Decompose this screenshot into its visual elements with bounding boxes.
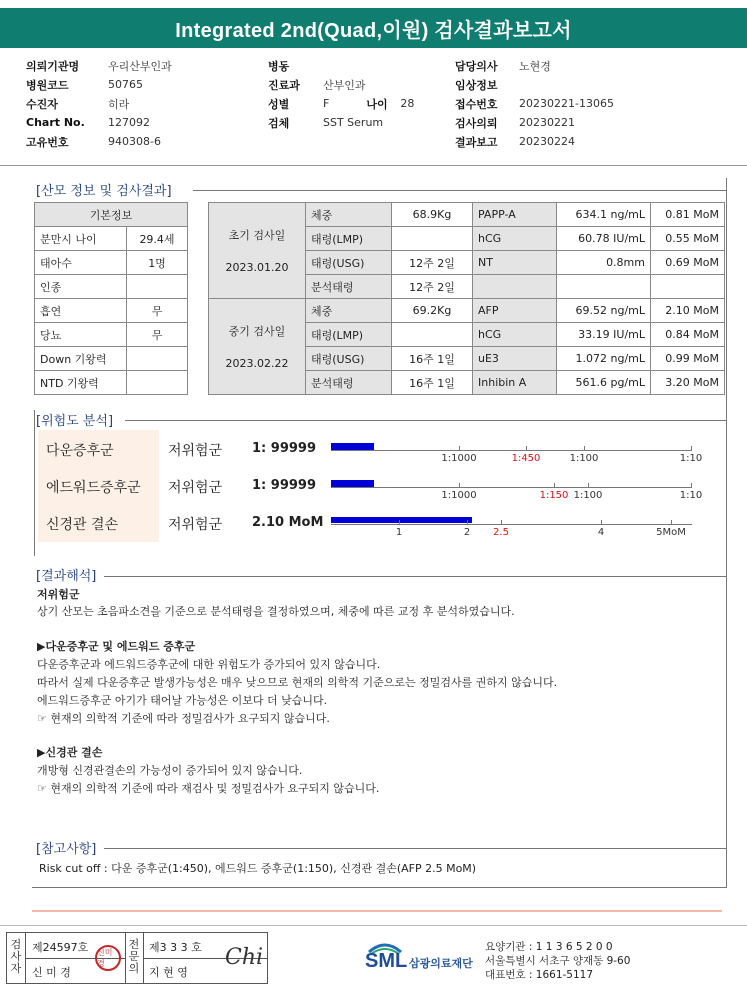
risk-grade: 저위험군 (168, 443, 223, 459)
logo-text: SML (365, 950, 408, 972)
header-field-row (26, 94, 172, 113)
specialist-signature: Chi (225, 945, 264, 970)
footer-line: 대표번호 : 1661-5117 (485, 969, 594, 981)
ntd-line: 개방형 신경관결손의 가능성이 증가되어 있지 않습니다. (37, 764, 303, 777)
risk-value: 1: 99999 (252, 441, 316, 456)
marker-result (557, 275, 651, 299)
marker-mom: 0.55 MoM (651, 227, 725, 251)
exam-date-cell (209, 299, 306, 395)
risk-axis (331, 487, 692, 488)
exam-results-table (208, 202, 725, 395)
marker-name: hCG (473, 227, 557, 251)
basic-info-row (35, 275, 188, 299)
marker-mom: 0.99 MoM (651, 347, 725, 371)
basic-info-value (127, 275, 188, 299)
down-edwards-heading: ▶다운증후군 및 에드워드 증후군 (37, 640, 196, 653)
risk-tick (671, 520, 672, 525)
risk-tick (588, 483, 589, 488)
marker-name (473, 275, 557, 299)
exam-row (209, 203, 725, 227)
age-label: 나이 (366, 97, 388, 111)
marker-result: 0.8mm (557, 251, 651, 275)
header-field-value: 20230224 (519, 135, 575, 148)
risk-bar (331, 443, 374, 450)
basic-info-label: Down 기왕력 (35, 347, 127, 371)
header-field-value: 20230221 (519, 116, 575, 129)
exam-item: 태령(LMP) (306, 323, 392, 347)
exam-item: 태령(LMP) (306, 227, 392, 251)
exam-item-value: 12주 2일 (392, 251, 473, 275)
risk-tick (399, 520, 400, 525)
risk-box-left (34, 410, 35, 556)
header-field-value: 우리산부인과 (108, 59, 172, 73)
exam-item-value (392, 227, 473, 251)
basic-info-row (35, 371, 188, 395)
header-field-value: SST Serum (323, 116, 384, 129)
header-field-label: 성별 (268, 97, 290, 111)
risk-tick (691, 483, 692, 488)
exam-item-value (392, 323, 473, 347)
section-info-line (193, 190, 726, 191)
exam-item-value: 12주 2일 (392, 275, 473, 299)
basic-info-header: 기본정보 (35, 203, 188, 227)
risk-tick-label: 1:10 (679, 490, 703, 501)
basic-info-row (35, 251, 188, 275)
risk-tick (584, 446, 585, 451)
risk-name: 신경관 결손 (46, 517, 119, 533)
exam-item: 체중 (306, 203, 392, 227)
exam-item-value: 69.2Kg (392, 299, 473, 323)
header-field-label: 접수번호 (455, 97, 498, 111)
basic-info-value: 무 (127, 323, 188, 347)
basic-info-value: 29.4세 (127, 227, 188, 251)
risk-tick-label: 2.5 (493, 527, 509, 538)
marker-result: 33.19 IU/mL (557, 323, 651, 347)
risk-name: 에드워드증후군 (46, 480, 141, 496)
header-field-label: 임상정보 (455, 78, 498, 92)
footer-accent-line (32, 910, 722, 912)
header-field-row (455, 94, 614, 113)
exam-item-value: 16주 1일 (392, 347, 473, 371)
company-logo (365, 940, 473, 979)
header-field-label: 의뢰기관명 (26, 59, 80, 73)
ntd-heading: ▶신경관 결손 (37, 746, 103, 759)
marker-mom (651, 275, 725, 299)
exam-date-cell (209, 203, 306, 299)
risk-tick-label: 1:10 (679, 453, 703, 464)
marker-result: 1.072 ng/mL (557, 347, 651, 371)
risk-tick (467, 520, 468, 525)
basic-info-label: 태아수 (35, 251, 127, 275)
header-field-label: 병원코드 (26, 78, 69, 92)
footer-line: 서울특별시 서초구 양재동 9-60 (485, 955, 631, 967)
exam-item: 태령(USG) (306, 251, 392, 275)
header-field-value: 50765 (108, 78, 143, 91)
marker-result: 561.6 pg/mL (557, 371, 651, 395)
risk-axis (331, 524, 692, 525)
basic-info-row (35, 299, 188, 323)
specialist-license: 제3 3 3 호 (149, 941, 202, 954)
basic-info-row (35, 227, 188, 251)
down-edwards-line: 따라서 실제 다운증후군 발생가능성은 매우 낮으므로 현재의 의학적 기준으로는 정밀검사를 권하지 않습니다. (37, 676, 558, 689)
header-field-label: 수진자 (26, 97, 58, 111)
header-field-label: 담당의사 (455, 59, 498, 73)
tester-seal: 신미경 (95, 945, 121, 971)
specialist-label: 전문의 (128, 938, 140, 975)
header-divider (0, 165, 747, 166)
risk-tick-label: 1:100 (573, 490, 603, 501)
risk-bar (331, 480, 374, 487)
marker-mom: 0.69 MoM (651, 251, 725, 275)
risk-tick (554, 483, 555, 488)
basic-info-value: 1명 (127, 251, 188, 275)
reference-title: [참고사항] (36, 838, 98, 857)
reference-line (104, 848, 726, 849)
risk-grade: 저위험군 (168, 517, 223, 533)
marker-result: 69.52 ng/mL (557, 299, 651, 323)
header-field-row (268, 56, 414, 75)
tester-license: 제24597호 (32, 941, 89, 954)
header-field-label: 결과보고 (455, 135, 498, 149)
header-field-label: 진료과 (268, 78, 300, 92)
section-info-title: [산모 정보 및 검사결과] (36, 180, 174, 199)
exam-name: 중기 검사일 (228, 325, 286, 338)
header-field-row (268, 75, 414, 94)
header-field-value: 127092 (108, 116, 150, 129)
marker-name: Inhibin A (473, 371, 557, 395)
header-field-value: 노현경 (519, 59, 551, 73)
header-field-value: 산부인과 (323, 78, 366, 92)
marker-name: AFP (473, 299, 557, 323)
risk-name: 다운증후군 (46, 443, 114, 459)
header-field-label: 병동 (268, 59, 290, 73)
marker-mom: 0.84 MoM (651, 323, 725, 347)
header-field-row (26, 113, 172, 132)
marker-mom: 3.20 MoM (651, 371, 725, 395)
down-edwards-line: 에드워드증후군 아기가 태어날 가능성은 이보다 더 낮습니다. (37, 694, 328, 707)
exam-item: 체중 (306, 299, 392, 323)
tester-label: 검사자 (10, 938, 22, 975)
risk-tick (459, 446, 460, 451)
basic-info-value: 무 (127, 299, 188, 323)
header-field-row (26, 75, 172, 94)
risk-section-line (125, 420, 726, 421)
risk-value: 2.10 MoM (252, 515, 324, 530)
risk-bar (331, 517, 472, 523)
basic-info-label: 인종 (35, 275, 127, 299)
risk-tick (691, 446, 692, 451)
marker-name: uE3 (473, 347, 557, 371)
basic-info-label: 분만시 나이 (35, 227, 127, 251)
header-field-row (268, 113, 414, 132)
marker-result: 634.1 ng/mL (557, 203, 651, 227)
header-field-label: 검사의뢰 (455, 116, 498, 130)
interpretation-title: [결과해석] (36, 565, 98, 584)
ntd-line: ☞ 현재의 의학적 기준에 따라 재검사 및 정밀검사가 요구되지 않습니다. (37, 782, 380, 795)
risk-tick-label: 1:1000 (441, 453, 477, 464)
down-edwards-line: ☞ 현재의 의학적 기준에 따라 정밀검사가 요구되지 않습니다. (37, 712, 330, 725)
basic-info-label: 흡연 (35, 299, 127, 323)
basic-info-label: NTD 기왕력 (35, 371, 127, 395)
report-title: Integrated 2nd(Quad,이원) 검사결과보고서 (0, 8, 747, 48)
exam-item-value: 68.9Kg (392, 203, 473, 227)
header-field-row (268, 94, 414, 113)
exam-item: 분석태령 (306, 371, 392, 395)
basic-info-table (34, 202, 188, 395)
risk-tick-label: 1:450 (511, 453, 541, 464)
basic-info-value (127, 347, 188, 371)
risk-tick (501, 520, 502, 525)
interpretation-grade: 저위험군 (37, 588, 80, 601)
footer-divider (0, 925, 747, 926)
risk-axis (331, 450, 692, 451)
header-field-row (455, 56, 614, 75)
header-field-row (455, 113, 614, 132)
company-name: 삼광의료재단 (409, 957, 473, 970)
down-edwards-line: 다운증후군과 에드워드증후군에 대한 위험도가 증가되어 있지 않습니다. (37, 658, 381, 671)
marker-mom: 2.10 MoM (651, 299, 725, 323)
header-field-row (26, 56, 172, 75)
header-col-3 (455, 56, 614, 151)
header-col-1 (26, 56, 172, 151)
reference-text: Risk cut off : 다운 증후군(1:450), 에드워드 증후군(1:150), 신경관 결손(AFP 2.5 MoM) (39, 862, 477, 875)
header-field-label: Chart No. (26, 116, 85, 129)
exam-date: 2023.02.22 (225, 357, 289, 370)
marker-name: hCG (473, 323, 557, 347)
exam-item: 태령(USG) (306, 347, 392, 371)
basic-info-label: 당뇨 (35, 323, 127, 347)
header-field-row (455, 75, 614, 94)
exam-name: 초기 검사일 (228, 229, 286, 242)
footer-line: 요양기관 : 1 1 3 6 5 2 0 0 (485, 941, 613, 953)
marker-name: NT (473, 251, 557, 275)
header-field-label: 검체 (268, 116, 290, 130)
risk-tick-label: 1:1000 (441, 490, 477, 501)
basic-info-row (35, 323, 188, 347)
risk-tick (601, 520, 602, 525)
risk-value: 1: 99999 (252, 478, 316, 493)
age-value: 28 (400, 97, 415, 110)
header-col-2 (268, 56, 414, 132)
exam-row (209, 299, 725, 323)
risk-section-title: [위험도 분석] (36, 410, 115, 429)
header-field-value: 940308-6 (108, 135, 161, 148)
header-field-row (455, 132, 614, 151)
exam-date: 2023.01.20 (225, 261, 289, 274)
risk-tick-label: 2 (463, 527, 471, 538)
basic-info-row (35, 347, 188, 371)
signature-box (6, 932, 268, 984)
header-field-value: F (323, 97, 330, 110)
marker-mom: 0.81 MoM (651, 203, 725, 227)
exam-item-value: 16주 1일 (392, 371, 473, 395)
exam-item: 분석태령 (306, 275, 392, 299)
header-field-value: 히라 (108, 97, 130, 111)
risk-tick-label: 1 (395, 527, 403, 538)
risk-tick-label: 5MoM (656, 527, 686, 538)
header-field-row (26, 132, 172, 151)
interpretation-line (104, 576, 726, 577)
risk-tick-label: 1:150 (539, 490, 569, 501)
risk-grade: 저위험군 (168, 480, 223, 496)
risk-tick (459, 483, 460, 488)
marker-result: 60.78 IU/mL (557, 227, 651, 251)
tester-name: 신 미 경 (32, 966, 71, 979)
basic-info-value (127, 371, 188, 395)
specialist-name: 지 현 영 (149, 966, 188, 979)
header-field-value: 20230221-13065 (519, 97, 614, 110)
risk-tick-label: 1:100 (569, 453, 599, 464)
interpretation-intro: 상기 산모는 초음파소견을 기준으로 분석태령을 결정하였으며, 체중에 따른 교정 후 분석하였습니다. (37, 605, 515, 618)
marker-name: PAPP-A (473, 203, 557, 227)
risk-tick (526, 446, 527, 451)
footer-info (485, 940, 630, 982)
risk-tick-label: 4 (597, 527, 605, 538)
header-field-label: 고유번호 (26, 135, 69, 149)
